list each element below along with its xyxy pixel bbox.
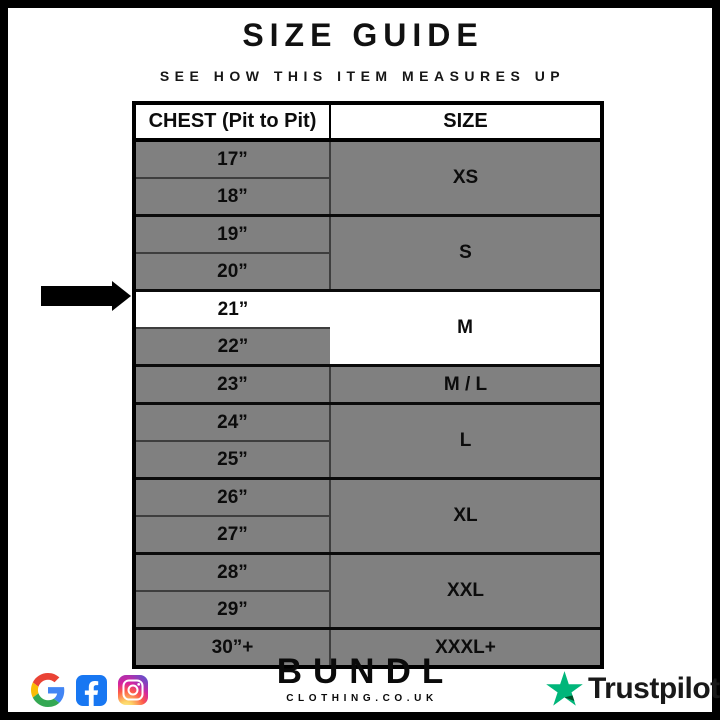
table-row	[134, 404, 602, 442]
chest-cell: 19”	[134, 216, 330, 254]
size-cell-highlighted: M	[330, 291, 602, 366]
page-subtitle: SEE HOW THIS ITEM MEASURES UP	[159, 68, 566, 84]
brand-domain: CLOTHING.CO.UK	[286, 693, 438, 704]
arrow-head-icon	[112, 281, 131, 311]
trustpilot-wordmark: Trustpilot	[588, 671, 720, 705]
chest-cell: 28”	[134, 554, 330, 592]
chest-cell-highlighted: 21”	[134, 291, 330, 329]
size-cell: S	[330, 216, 602, 291]
chest-cell: 23”	[134, 366, 330, 404]
chest-cell: 20”	[134, 253, 330, 291]
chest-cell: 22”	[134, 328, 330, 366]
size-cell: M / L	[330, 366, 602, 404]
table-row	[134, 216, 602, 254]
chest-cell: 29”	[134, 591, 330, 629]
highlight-arrow	[41, 281, 131, 311]
trustpilot-logo[interactable]	[546, 671, 720, 706]
table-row	[134, 554, 602, 592]
brand-name: BUNDL	[276, 652, 455, 691]
chest-cell: 24”	[134, 404, 330, 442]
table-header-row	[134, 103, 602, 140]
table-row	[134, 140, 602, 178]
size-cell: L	[330, 404, 602, 479]
chest-cell: 25”	[134, 441, 330, 479]
trustpilot-star-icon	[546, 671, 583, 706]
table-row-highlighted	[134, 291, 602, 329]
size-cell: XXL	[330, 554, 602, 629]
page-title: SIZE GUIDE	[242, 17, 484, 53]
chest-cell: 30”+	[134, 629, 330, 668]
chest-cell: 26”	[134, 479, 330, 517]
chest-cell: 18”	[134, 178, 330, 216]
chest-cell: 17”	[134, 140, 330, 178]
chest-cell: 27”	[134, 516, 330, 554]
table-row	[134, 366, 602, 404]
table-row	[134, 479, 602, 517]
arrow-body	[41, 286, 112, 306]
size-guide-table	[132, 101, 604, 669]
size-cell: XS	[330, 140, 602, 216]
size-cell: XL	[330, 479, 602, 554]
chest-header: CHEST (Pit to Pit)	[134, 103, 330, 140]
size-cell: XXXL+	[330, 629, 602, 668]
size-header: SIZE	[330, 103, 602, 140]
